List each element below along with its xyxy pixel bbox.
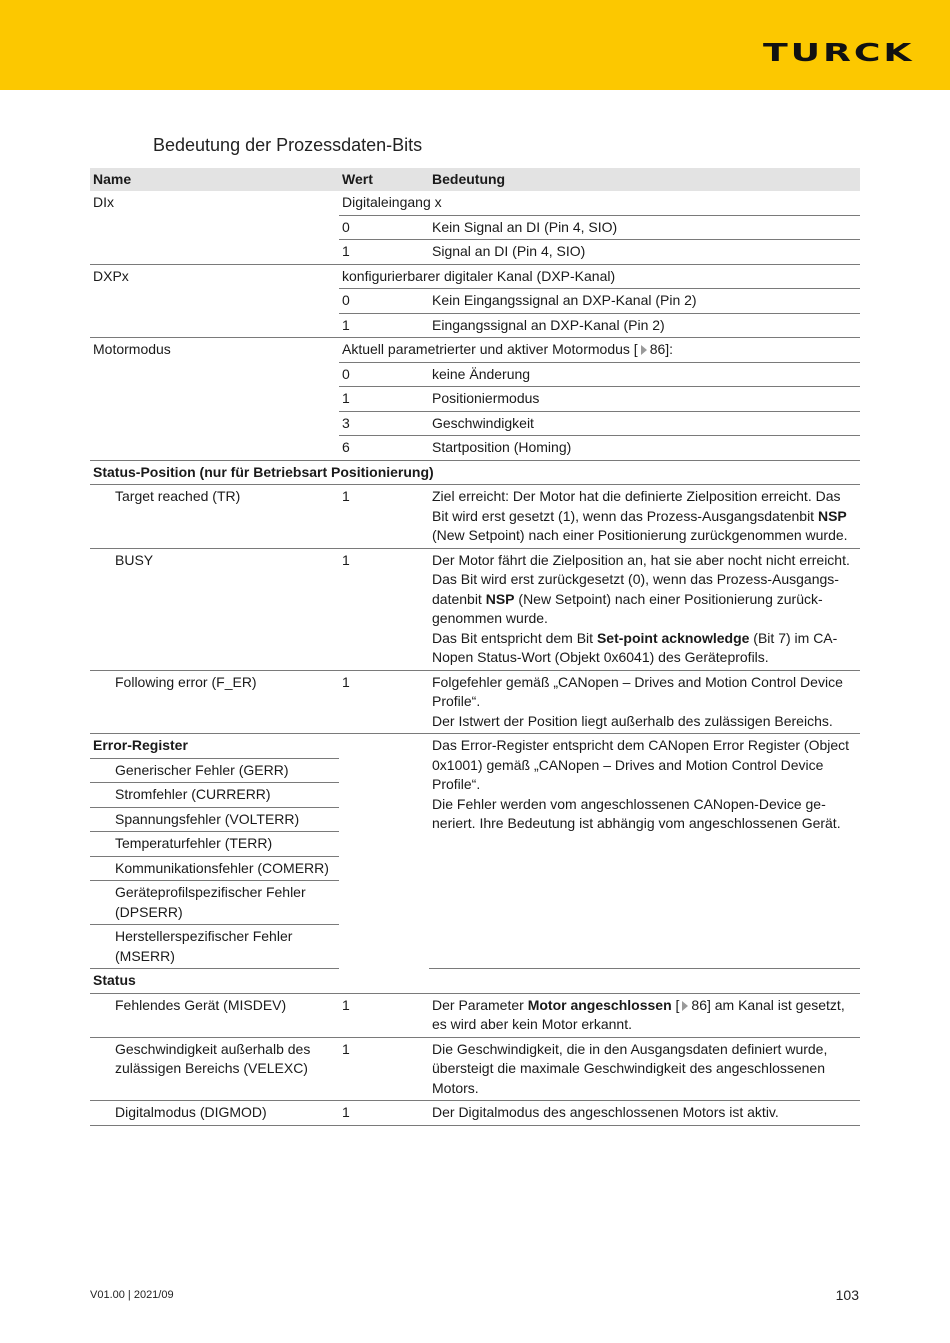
meaning-cell [429,670,860,734]
row-name-currerr: Stromfehler (CURRERR) [90,783,339,808]
meaning-cell [429,993,860,1037]
meaning-cell: Eingangssignal an DXP-Kanal (Pin 2) [429,313,860,338]
row-meaning-motormodus [339,338,860,363]
row-name-volterr: Spannungsfehler (VOLTERR) [90,807,339,832]
meaning-cell: Positioniermodus [429,387,860,412]
meaning-cell: Geschwindigkeit [429,411,860,436]
value-cell: 1 [339,548,429,670]
meaning-text: Der Motor fährt die Zielposition an, hat sie aber nocht nicht erreicht. [432,551,850,568]
footer-version: V01.00 | 2021/09 [90,1289,174,1301]
meaning-text: Folgefehler gemäß „CANopen – Drives and Motion Control Device Profile“. [432,673,843,709]
value-cell: 1 [339,387,429,412]
value-cell: 0 [339,362,429,387]
meaning-text: Aktuell parametrierter und aktiver Motormodus [ [342,341,638,357]
row-name-mserr: Herstellerspezifischer Fehler (MSERR) [90,925,339,969]
value-cell: 1 [339,313,429,338]
page-reference-link[interactable]: 86] am Kanal ist gesetzt, es wird aber kein Motor erkannt. [432,996,845,1032]
row-name-target-reached: Target reached (TR) [90,485,339,549]
value-cell: 0 [339,289,429,314]
row-name-dxpx: DXPx [90,264,339,338]
table-row [90,191,860,215]
value-cell: 1 [339,993,429,1037]
row-name-comerr: Kommunikationsfehler (COMERR) [90,856,339,881]
meaning-text: Die Fehler werden vom angeschlossenen CANopen-Device generiert. Ihre Bedeutung ist abhängig vom angeschlossenen Gerät. [432,795,841,831]
process-data-table [90,168,860,1126]
meaning-text: (New Setpoint) nach einer Positionierung zurückgenommen wurde. [432,527,848,543]
value-cell: 1 [339,485,429,549]
table-row [90,338,860,363]
value-cell: 3 [339,411,429,436]
section-header-error-register: Error-Register [90,734,339,759]
table-row [90,548,860,670]
section-header-status-position: Status-Position (nur für Betriebsart Positionierung) [90,460,860,485]
value-cell-empty [339,734,429,969]
table-row [90,264,860,289]
row-name-dpserr: Geräteprofilspezifischer Fehler (DPSERR) [90,881,339,925]
meaning-text: [ [671,996,680,1013]
table-row [90,993,860,1037]
row-name-terr: Temperaturfehler (TERR) [90,832,339,857]
row-name-busy: BUSY [90,548,339,670]
value-cell: 1 [339,670,429,734]
row-name-dix: DIx [90,191,339,264]
row-name-following-error: Following error (F_ER) [90,670,339,734]
meaning-bold-term: NSP [485,590,515,607]
table-header-row [90,168,860,191]
value-cell: 1 [339,1101,429,1126]
row-name-velexc: Geschwindigkeit außerhalb des zulässigen Bereichs (VELEXC) [90,1037,339,1101]
meaning-text: Ziel erreicht: Der Motor hat die definierte Zielposition erreicht. Das Bit wird erst gesetzt (1), wenn das Prozess-Ausgangsdatenbit [432,488,841,524]
meaning-cell: Kein Signal an DI (Pin 4, SIO) [429,215,860,240]
row-name-motormodus: Motormodus [90,338,339,461]
meaning-text: Das Bit wird erst zurückgesetzt (0), wenn das Prozess-Ausgangsdatenbit [432,571,839,607]
meaning-text: Der Parameter [432,996,528,1013]
meaning-bold-term: NSP [817,507,847,524]
column-header-wert: Wert [339,168,429,191]
page-reference-arrow-icon [641,345,647,355]
page-number: 103 [835,1287,859,1303]
section-header-status: Status [90,969,860,994]
meaning-text: Das Error-Register entspricht dem CANopen Error Register (Object 0x1001) gemäß „CANopen – Drives and Motion Control Device Profile“. [432,737,850,792]
row-name-digmod: Digitalmodus (DIGMOD) [90,1101,339,1126]
meaning-bold-term: Set-point acknowledge [596,629,750,646]
value-cell: 1 [339,1037,429,1101]
meaning-bold-term: Motor angeschlossen [527,996,672,1013]
meaning-cell: Die Geschwindigkeit, die in den Ausgangsdaten definiert wurde, übersteigt die maximale Geschwindigkeit des angeschlossenen Motors. [429,1037,860,1101]
meaning-cell: Kein Eingangssignal an DXP-Kanal (Pin 2) [429,289,860,314]
meaning-text: Das Bit entspricht dem Bit [432,629,597,646]
column-header-name: Name [90,168,339,191]
meaning-cell [429,548,860,670]
meaning-cell: Startposition (Homing) [429,436,860,461]
meaning-text: (Bit 7) im CANopen Status-Wort (Objekt 0x6041) des Geräteprofils. [432,629,838,665]
table-row [90,1037,860,1101]
value-cell: 1 [339,240,429,265]
column-header-bedeutung: Bedeutung [429,168,860,191]
row-meaning-dix: Digitaleingang x [339,191,860,215]
value-cell: 6 [339,436,429,461]
row-name-misdev: Fehlendes Gerät (MISDEV) [90,993,339,1037]
section-title: Bedeutung der Prozessdaten-Bits [153,135,423,155]
table-row [90,670,860,734]
meaning-cell: Der Digitalmodus des angeschlossenen Motors ist aktiv. [429,1101,860,1126]
meaning-text: (New Setpoint) nach einer Positionierung zurückgenommen wurde. [432,590,823,626]
table-section-row [90,969,860,994]
turck-logo: TURCK [762,38,914,67]
table-section-row [90,734,860,759]
page-reference-link[interactable]: 86]: [649,341,674,357]
page-reference-arrow-icon [682,1001,688,1011]
table-row [90,485,860,549]
table-row [90,1101,860,1126]
table-section-row [90,460,860,485]
meaning-cell-error-register [429,734,860,969]
meaning-cell: Signal an DI (Pin 4, SIO) [429,240,860,265]
value-cell: 0 [339,215,429,240]
row-name-gerr: Generischer Fehler (GERR) [90,758,339,783]
meaning-text: Der Istwert der Position liegt außerhalb des zulässigen Bereichs. [432,712,833,729]
meaning-cell [429,485,860,549]
meaning-cell: keine Änderung [429,362,860,387]
row-meaning-dxpx: konfigurierbarer digitaler Kanal (DXP-Kanal) [339,264,860,289]
